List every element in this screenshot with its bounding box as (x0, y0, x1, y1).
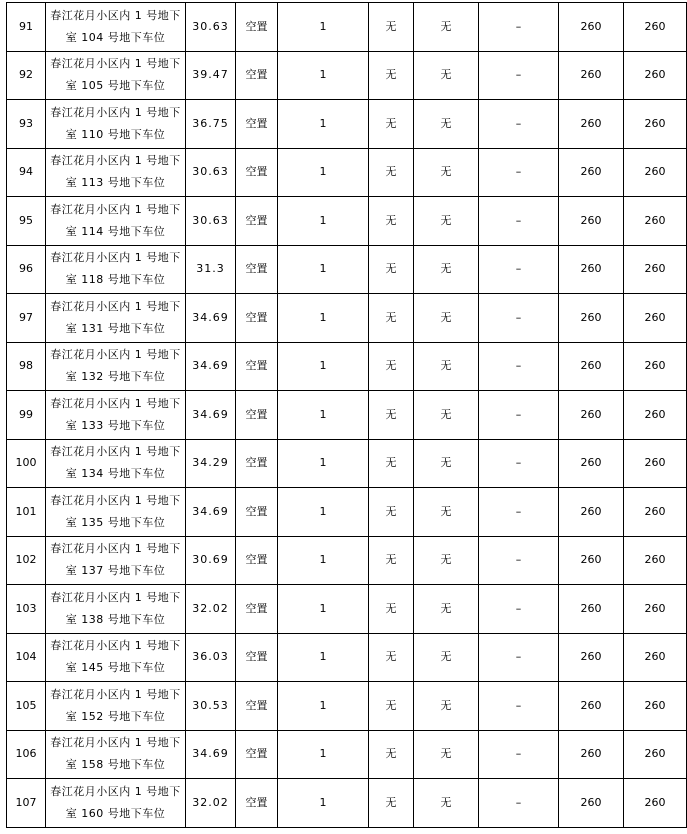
area-cell: 30.63 (186, 148, 236, 197)
start-price-cell: 260 (559, 682, 624, 731)
table-row (7, 536, 687, 585)
start-price-cell: 260 (559, 51, 624, 100)
table-row (7, 730, 687, 779)
location-cell: 春江花月小区内 1 号地下室 145 号地下车位 (46, 633, 186, 682)
table-body (7, 3, 687, 828)
quantity-cell: 1 (278, 245, 369, 294)
eval-price-cell: 260 (624, 245, 687, 294)
row-number-cell: 101 (7, 488, 46, 537)
seizure-cell: 无 (414, 633, 479, 682)
location-cell: 春江花月小区内 1 号地下室 118 号地下车位 (46, 245, 186, 294)
row-number-cell: 106 (7, 730, 46, 779)
remark-cell: – (479, 342, 559, 391)
location-cell: 春江花月小区内 1 号地下室 160 号地下车位 (46, 779, 186, 828)
remark-cell: – (479, 51, 559, 100)
start-price-cell: 260 (559, 391, 624, 440)
seizure-cell: 无 (414, 51, 479, 100)
row-number-cell: 107 (7, 779, 46, 828)
location-cell: 春江花月小区内 1 号地下室 131 号地下车位 (46, 294, 186, 343)
area-cell: 30.63 (186, 3, 236, 52)
quantity-cell: 1 (278, 100, 369, 149)
mortgage-cell: 无 (369, 342, 414, 391)
status-cell: 空置 (236, 197, 278, 246)
mortgage-cell: 无 (369, 51, 414, 100)
seizure-cell: 无 (414, 585, 479, 634)
area-cell: 30.63 (186, 197, 236, 246)
area-cell: 34.69 (186, 730, 236, 779)
quantity-cell: 1 (278, 585, 369, 634)
table-row (7, 148, 687, 197)
row-number-cell: 103 (7, 585, 46, 634)
location-cell: 春江花月小区内 1 号地下室 137 号地下车位 (46, 536, 186, 585)
row-number-cell: 104 (7, 633, 46, 682)
quantity-cell: 1 (278, 294, 369, 343)
area-cell: 30.69 (186, 536, 236, 585)
table-row (7, 633, 687, 682)
mortgage-cell: 无 (369, 488, 414, 537)
status-cell: 空置 (236, 779, 278, 828)
seizure-cell: 无 (414, 779, 479, 828)
area-cell: 32.02 (186, 779, 236, 828)
remark-cell: – (479, 536, 559, 585)
eval-price-cell: 260 (624, 730, 687, 779)
area-cell: 39.47 (186, 51, 236, 100)
status-cell: 空置 (236, 100, 278, 149)
eval-price-cell: 260 (624, 294, 687, 343)
remark-cell: – (479, 3, 559, 52)
eval-price-cell: 260 (624, 536, 687, 585)
remark-cell: – (479, 100, 559, 149)
table-row (7, 439, 687, 488)
row-number-cell: 96 (7, 245, 46, 294)
location-cell: 春江花月小区内 1 号地下室 134 号地下车位 (46, 439, 186, 488)
start-price-cell: 260 (559, 633, 624, 682)
status-cell: 空置 (236, 633, 278, 682)
eval-price-cell: 260 (624, 197, 687, 246)
start-price-cell: 260 (559, 730, 624, 779)
table-row (7, 488, 687, 537)
eval-price-cell: 260 (624, 682, 687, 731)
table-row (7, 585, 687, 634)
remark-cell: – (479, 245, 559, 294)
area-cell: 32.02 (186, 585, 236, 634)
remark-cell: – (479, 439, 559, 488)
eval-price-cell: 260 (624, 51, 687, 100)
eval-price-cell: 260 (624, 779, 687, 828)
seizure-cell: 无 (414, 682, 479, 731)
area-cell: 30.53 (186, 682, 236, 731)
area-cell: 34.29 (186, 439, 236, 488)
location-cell: 春江花月小区内 1 号地下室 152 号地下车位 (46, 682, 186, 731)
mortgage-cell: 无 (369, 633, 414, 682)
row-number-cell: 100 (7, 439, 46, 488)
status-cell: 空置 (236, 51, 278, 100)
start-price-cell: 260 (559, 245, 624, 294)
start-price-cell: 260 (559, 779, 624, 828)
area-cell: 34.69 (186, 391, 236, 440)
quantity-cell: 1 (278, 342, 369, 391)
quantity-cell: 1 (278, 439, 369, 488)
eval-price-cell: 260 (624, 342, 687, 391)
remark-cell: – (479, 730, 559, 779)
mortgage-cell: 无 (369, 245, 414, 294)
quantity-cell: 1 (278, 391, 369, 440)
status-cell: 空置 (236, 439, 278, 488)
seizure-cell: 无 (414, 391, 479, 440)
quantity-cell: 1 (278, 51, 369, 100)
row-number-cell: 94 (7, 148, 46, 197)
start-price-cell: 260 (559, 148, 624, 197)
mortgage-cell: 无 (369, 3, 414, 52)
status-cell: 空置 (236, 342, 278, 391)
mortgage-cell: 无 (369, 730, 414, 779)
quantity-cell: 1 (278, 536, 369, 585)
mortgage-cell: 无 (369, 536, 414, 585)
seizure-cell: 无 (414, 3, 479, 52)
quantity-cell: 1 (278, 779, 369, 828)
location-cell: 春江花月小区内 1 号地下室 104 号地下车位 (46, 3, 186, 52)
table-row (7, 51, 687, 100)
table-row (7, 100, 687, 149)
remark-cell: – (479, 633, 559, 682)
status-cell: 空置 (236, 536, 278, 585)
quantity-cell: 1 (278, 633, 369, 682)
seizure-cell: 无 (414, 730, 479, 779)
remark-cell: – (479, 682, 559, 731)
row-number-cell: 98 (7, 342, 46, 391)
status-cell: 空置 (236, 488, 278, 537)
status-cell: 空置 (236, 245, 278, 294)
status-cell: 空置 (236, 730, 278, 779)
start-price-cell: 260 (559, 100, 624, 149)
eval-price-cell: 260 (624, 488, 687, 537)
start-price-cell: 260 (559, 585, 624, 634)
row-number-cell: 99 (7, 391, 46, 440)
eval-price-cell: 260 (624, 439, 687, 488)
eval-price-cell: 260 (624, 391, 687, 440)
mortgage-cell: 无 (369, 682, 414, 731)
location-cell: 春江花月小区内 1 号地下室 113 号地下车位 (46, 148, 186, 197)
eval-price-cell: 260 (624, 100, 687, 149)
status-cell: 空置 (236, 3, 278, 52)
seizure-cell: 无 (414, 342, 479, 391)
seizure-cell: 无 (414, 197, 479, 246)
remark-cell: – (479, 391, 559, 440)
mortgage-cell: 无 (369, 294, 414, 343)
seizure-cell: 无 (414, 100, 479, 149)
table-row (7, 294, 687, 343)
row-number-cell: 95 (7, 197, 46, 246)
eval-price-cell: 260 (624, 3, 687, 52)
eval-price-cell: 260 (624, 148, 687, 197)
location-cell: 春江花月小区内 1 号地下室 158 号地下车位 (46, 730, 186, 779)
table-row (7, 391, 687, 440)
remark-cell: – (479, 148, 559, 197)
quantity-cell: 1 (278, 148, 369, 197)
remark-cell: – (479, 779, 559, 828)
area-cell: 34.69 (186, 342, 236, 391)
quantity-cell: 1 (278, 730, 369, 779)
quantity-cell: 1 (278, 682, 369, 731)
seizure-cell: 无 (414, 245, 479, 294)
row-number-cell: 102 (7, 536, 46, 585)
area-cell: 34.69 (186, 488, 236, 537)
location-cell: 春江花月小区内 1 号地下室 105 号地下车位 (46, 51, 186, 100)
mortgage-cell: 无 (369, 100, 414, 149)
status-cell: 空置 (236, 585, 278, 634)
mortgage-cell: 无 (369, 197, 414, 246)
area-cell: 36.03 (186, 633, 236, 682)
remark-cell: – (479, 488, 559, 537)
seizure-cell: 无 (414, 488, 479, 537)
mortgage-cell: 无 (369, 585, 414, 634)
row-number-cell: 93 (7, 100, 46, 149)
start-price-cell: 260 (559, 488, 624, 537)
location-cell: 春江花月小区内 1 号地下室 114 号地下车位 (46, 197, 186, 246)
status-cell: 空置 (236, 391, 278, 440)
row-number-cell: 105 (7, 682, 46, 731)
quantity-cell: 1 (278, 488, 369, 537)
location-cell: 春江花月小区内 1 号地下室 110 号地下车位 (46, 100, 186, 149)
row-number-cell: 92 (7, 51, 46, 100)
location-cell: 春江花月小区内 1 号地下室 133 号地下车位 (46, 391, 186, 440)
location-cell: 春江花月小区内 1 号地下室 138 号地下车位 (46, 585, 186, 634)
quantity-cell: 1 (278, 197, 369, 246)
start-price-cell: 260 (559, 294, 624, 343)
location-cell: 春江花月小区内 1 号地下室 132 号地下车位 (46, 342, 186, 391)
start-price-cell: 260 (559, 439, 624, 488)
seizure-cell: 无 (414, 148, 479, 197)
seizure-cell: 无 (414, 439, 479, 488)
mortgage-cell: 无 (369, 439, 414, 488)
table-row (7, 342, 687, 391)
table-row (7, 779, 687, 828)
table-row (7, 3, 687, 52)
eval-price-cell: 260 (624, 585, 687, 634)
mortgage-cell: 无 (369, 148, 414, 197)
status-cell: 空置 (236, 294, 278, 343)
location-cell: 春江花月小区内 1 号地下室 135 号地下车位 (46, 488, 186, 537)
area-cell: 31.3 (186, 245, 236, 294)
area-cell: 36.75 (186, 100, 236, 149)
parking-space-table (6, 2, 687, 828)
table-row (7, 682, 687, 731)
mortgage-cell: 无 (369, 779, 414, 828)
row-number-cell: 97 (7, 294, 46, 343)
status-cell: 空置 (236, 148, 278, 197)
start-price-cell: 260 (559, 536, 624, 585)
table-row (7, 245, 687, 294)
remark-cell: – (479, 294, 559, 343)
eval-price-cell: 260 (624, 633, 687, 682)
seizure-cell: 无 (414, 294, 479, 343)
mortgage-cell: 无 (369, 391, 414, 440)
remark-cell: – (479, 197, 559, 246)
area-cell: 34.69 (186, 294, 236, 343)
start-price-cell: 260 (559, 342, 624, 391)
row-number-cell: 91 (7, 3, 46, 52)
start-price-cell: 260 (559, 197, 624, 246)
quantity-cell: 1 (278, 3, 369, 52)
start-price-cell: 260 (559, 3, 624, 52)
status-cell: 空置 (236, 682, 278, 731)
remark-cell: – (479, 585, 559, 634)
seizure-cell: 无 (414, 536, 479, 585)
table-row (7, 197, 687, 246)
